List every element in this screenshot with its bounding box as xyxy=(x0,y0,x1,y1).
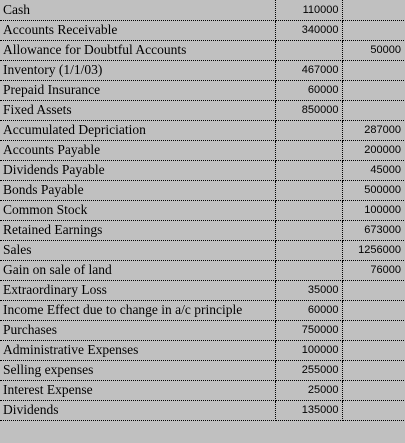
table-row xyxy=(0,200,404,220)
table-row xyxy=(0,0,404,20)
debit-cell[interactable]: 135000 xyxy=(275,400,342,420)
table-row xyxy=(0,80,404,100)
debit-cell[interactable]: 100000 xyxy=(275,340,342,360)
account-name-cell[interactable]: Accumulated Depriciation xyxy=(0,120,275,140)
credit-cell[interactable] xyxy=(342,360,404,380)
account-name-cell[interactable]: Retained Earnings xyxy=(0,220,275,240)
table-row xyxy=(0,320,404,340)
account-name-cell[interactable]: Inventory (1/1/03) xyxy=(0,60,275,80)
account-name-cell[interactable]: Administrative Expenses xyxy=(0,340,275,360)
table-row xyxy=(0,160,404,180)
debit-cell[interactable] xyxy=(275,120,342,140)
debit-cell[interactable] xyxy=(275,260,342,280)
debit-cell[interactable]: 60000 xyxy=(275,80,342,100)
credit-cell[interactable] xyxy=(342,80,404,100)
account-name-cell[interactable]: Extraordinary Loss xyxy=(0,280,275,300)
credit-cell[interactable]: 1256000 xyxy=(342,240,404,260)
table-row xyxy=(0,400,404,420)
debit-cell[interactable] xyxy=(275,40,342,60)
credit-cell[interactable]: 100000 xyxy=(342,200,404,220)
account-name-cell[interactable]: Sales xyxy=(0,240,275,260)
debit-cell[interactable] xyxy=(275,180,342,200)
credit-cell[interactable]: 45000 xyxy=(342,160,404,180)
account-name-cell[interactable]: Dividends xyxy=(0,400,275,420)
account-name-cell[interactable]: Gain on sale of land xyxy=(0,260,275,280)
debit-cell[interactable] xyxy=(275,240,342,260)
table-row xyxy=(0,240,404,260)
debit-cell[interactable] xyxy=(275,220,342,240)
account-name-cell[interactable]: Accounts Receivable xyxy=(0,20,275,40)
table-row xyxy=(0,40,404,60)
table-row xyxy=(0,180,404,200)
credit-cell[interactable]: 50000 xyxy=(342,40,404,60)
account-name-cell[interactable]: Accounts Payable xyxy=(0,140,275,160)
debit-cell[interactable]: 110000 xyxy=(275,0,342,20)
debit-cell[interactable] xyxy=(275,200,342,220)
account-name-cell[interactable]: Selling expenses xyxy=(0,360,275,380)
credit-cell[interactable] xyxy=(342,380,404,400)
credit-cell[interactable] xyxy=(342,0,404,20)
credit-cell[interactable] xyxy=(342,400,404,420)
credit-cell[interactable] xyxy=(342,60,404,80)
table-row xyxy=(0,360,404,380)
debit-cell[interactable]: 340000 xyxy=(275,20,342,40)
table-row xyxy=(0,260,404,280)
account-name-cell[interactable]: Allowance for Doubtful Accounts xyxy=(0,40,275,60)
credit-cell[interactable] xyxy=(342,300,404,320)
credit-cell[interactable]: 76000 xyxy=(342,260,404,280)
table-row xyxy=(0,20,404,40)
table-row xyxy=(0,100,404,120)
credit-cell[interactable] xyxy=(342,280,404,300)
debit-cell[interactable]: 467000 xyxy=(275,60,342,80)
account-name-cell[interactable]: Cash xyxy=(0,0,275,20)
account-name-cell[interactable]: Fixed Assets xyxy=(0,100,275,120)
table-row xyxy=(0,280,404,300)
debit-cell[interactable]: 750000 xyxy=(275,320,342,340)
debit-cell[interactable]: 255000 xyxy=(275,360,342,380)
account-name-cell[interactable]: Prepaid Insurance xyxy=(0,80,275,100)
table-row xyxy=(0,60,404,80)
table-row xyxy=(0,380,404,400)
account-name-cell[interactable]: Purchases xyxy=(0,320,275,340)
credit-cell[interactable] xyxy=(342,320,404,340)
account-name-cell[interactable]: Dividends Payable xyxy=(0,160,275,180)
debit-cell[interactable] xyxy=(275,160,342,180)
account-name-cell[interactable]: Income Effect due to change in a/c principle xyxy=(0,300,275,320)
debit-cell[interactable]: 60000 xyxy=(275,300,342,320)
table-row xyxy=(0,300,404,320)
credit-cell[interactable]: 673000 xyxy=(342,220,404,240)
account-name-cell[interactable]: Bonds Payable xyxy=(0,180,275,200)
debit-cell[interactable]: 850000 xyxy=(275,100,342,120)
table-row xyxy=(0,120,404,140)
credit-cell[interactable] xyxy=(342,340,404,360)
table-row xyxy=(0,140,404,160)
credit-cell[interactable]: 287000 xyxy=(342,120,404,140)
debit-cell[interactable]: 25000 xyxy=(275,380,342,400)
credit-cell[interactable] xyxy=(342,20,404,40)
credit-cell[interactable]: 500000 xyxy=(342,180,404,200)
credit-cell[interactable]: 200000 xyxy=(342,140,404,160)
debit-cell[interactable] xyxy=(275,140,342,160)
table-row xyxy=(0,220,404,240)
table-row xyxy=(0,340,404,360)
account-name-cell[interactable]: Interest Expense xyxy=(0,380,275,400)
credit-cell[interactable] xyxy=(342,100,404,120)
account-name-cell[interactable]: Common Stock xyxy=(0,200,275,220)
debit-cell[interactable]: 35000 xyxy=(275,280,342,300)
